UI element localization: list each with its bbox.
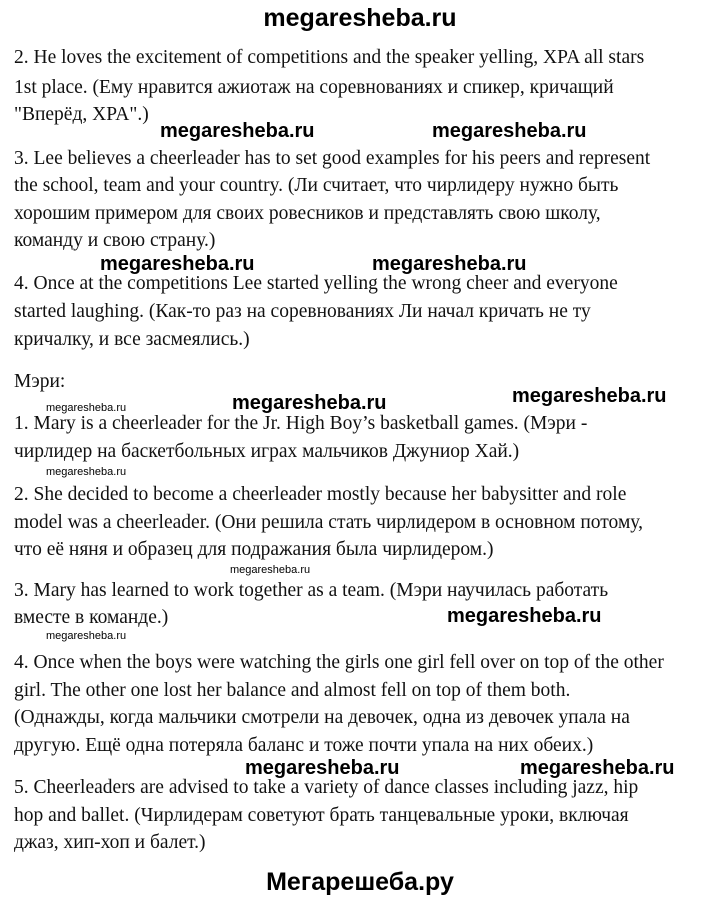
text-line: джаз, хип-хоп и балет.) [14,832,206,853]
site-header: megaresheba.ru [263,4,457,32]
watermark: megaresheba.ru [447,605,602,627]
text-line: (Однажды, когда мальчики смотрели на девочек, одна из девочек упала на [14,707,630,728]
text-line: 3. Lee believes a cheerleader has to set good examples for his peers and represent [14,148,651,169]
text-line: другую. Ещё одна потеряла баланс и тоже почти упала на них обеих.) [14,735,594,756]
site-footer: Мегарешеба.ру [266,868,454,896]
text-line: кричалку, и все засмеялись.) [14,329,250,350]
text-line: 1st place. (Ему нравится ажиотаж на соревнованиях и спикер, кричащий [14,77,614,98]
text-line: чирлидер на баскетбольных играх мальчиков Джуниор Хай.) [14,441,520,462]
text-line: 2. He loves the excitement of competitions and the speaker yelling, XPA all stars [14,47,645,68]
watermark: megaresheba.ru [520,757,675,779]
text-line: хорошим примером для своих ровесников и представлять свою школу, [14,203,601,224]
watermark: megaresheba.ru [46,402,127,414]
watermark: megaresheba.ru [46,630,127,642]
watermark: megaresheba.ru [46,466,127,478]
watermark: megaresheba.ru [232,392,387,414]
watermark: megaresheba.ru [230,564,311,576]
text-line: model was a cheerleader. (Они решила стать чирлидером в основном потому, [14,512,643,533]
text-line: the school, team and your country. (Ли считает, что чирлидеру нужно быть [14,175,619,196]
text-line: started laughing. (Как-то раз на соревнованиях Ли начал кричать не ту [14,301,591,322]
watermark: megaresheba.ru [245,757,400,779]
text-line: 4. Once when the boys were watching the girls one girl fell over on top of the other [14,652,664,673]
text-line: hop and ballet. (Чирлидерам советуют брать танцевальные уроки, включая [14,805,629,826]
text-line: "Вперёд, XPA".) [14,104,149,125]
text-line: вместе в команде.) [14,607,169,628]
text-line: girl. The other one lost her balance and almost fell on top of them both. [14,680,571,701]
text-line: что её няня и образец для подражания была чирлидером.) [14,539,494,560]
text-line: 1. Mary is a cheerleader for the Jr. High Boy’s basketball games. (Мэри - [14,413,588,434]
watermark: megaresheba.ru [372,253,527,275]
watermark: megaresheba.ru [432,120,587,142]
watermark: megaresheba.ru [160,120,315,142]
text-line: команду и свою страну.) [14,230,216,251]
section-label-mary: Мэри: [14,371,66,392]
text-line: 2. She decided to become a cheerleader mostly because her babysitter and role [14,484,627,505]
text-line: 5. Cheerleaders are advised to take a variety of dance classes including jazz, hip [14,777,639,798]
watermark: megaresheba.ru [100,253,255,275]
text-line: 3. Mary has learned to work together as a team. (Мэри научилась работать [14,580,609,601]
watermark: megaresheba.ru [512,385,667,407]
text-line: 4. Once at the competitions Lee started yelling the wrong cheer and everyone [14,273,618,294]
